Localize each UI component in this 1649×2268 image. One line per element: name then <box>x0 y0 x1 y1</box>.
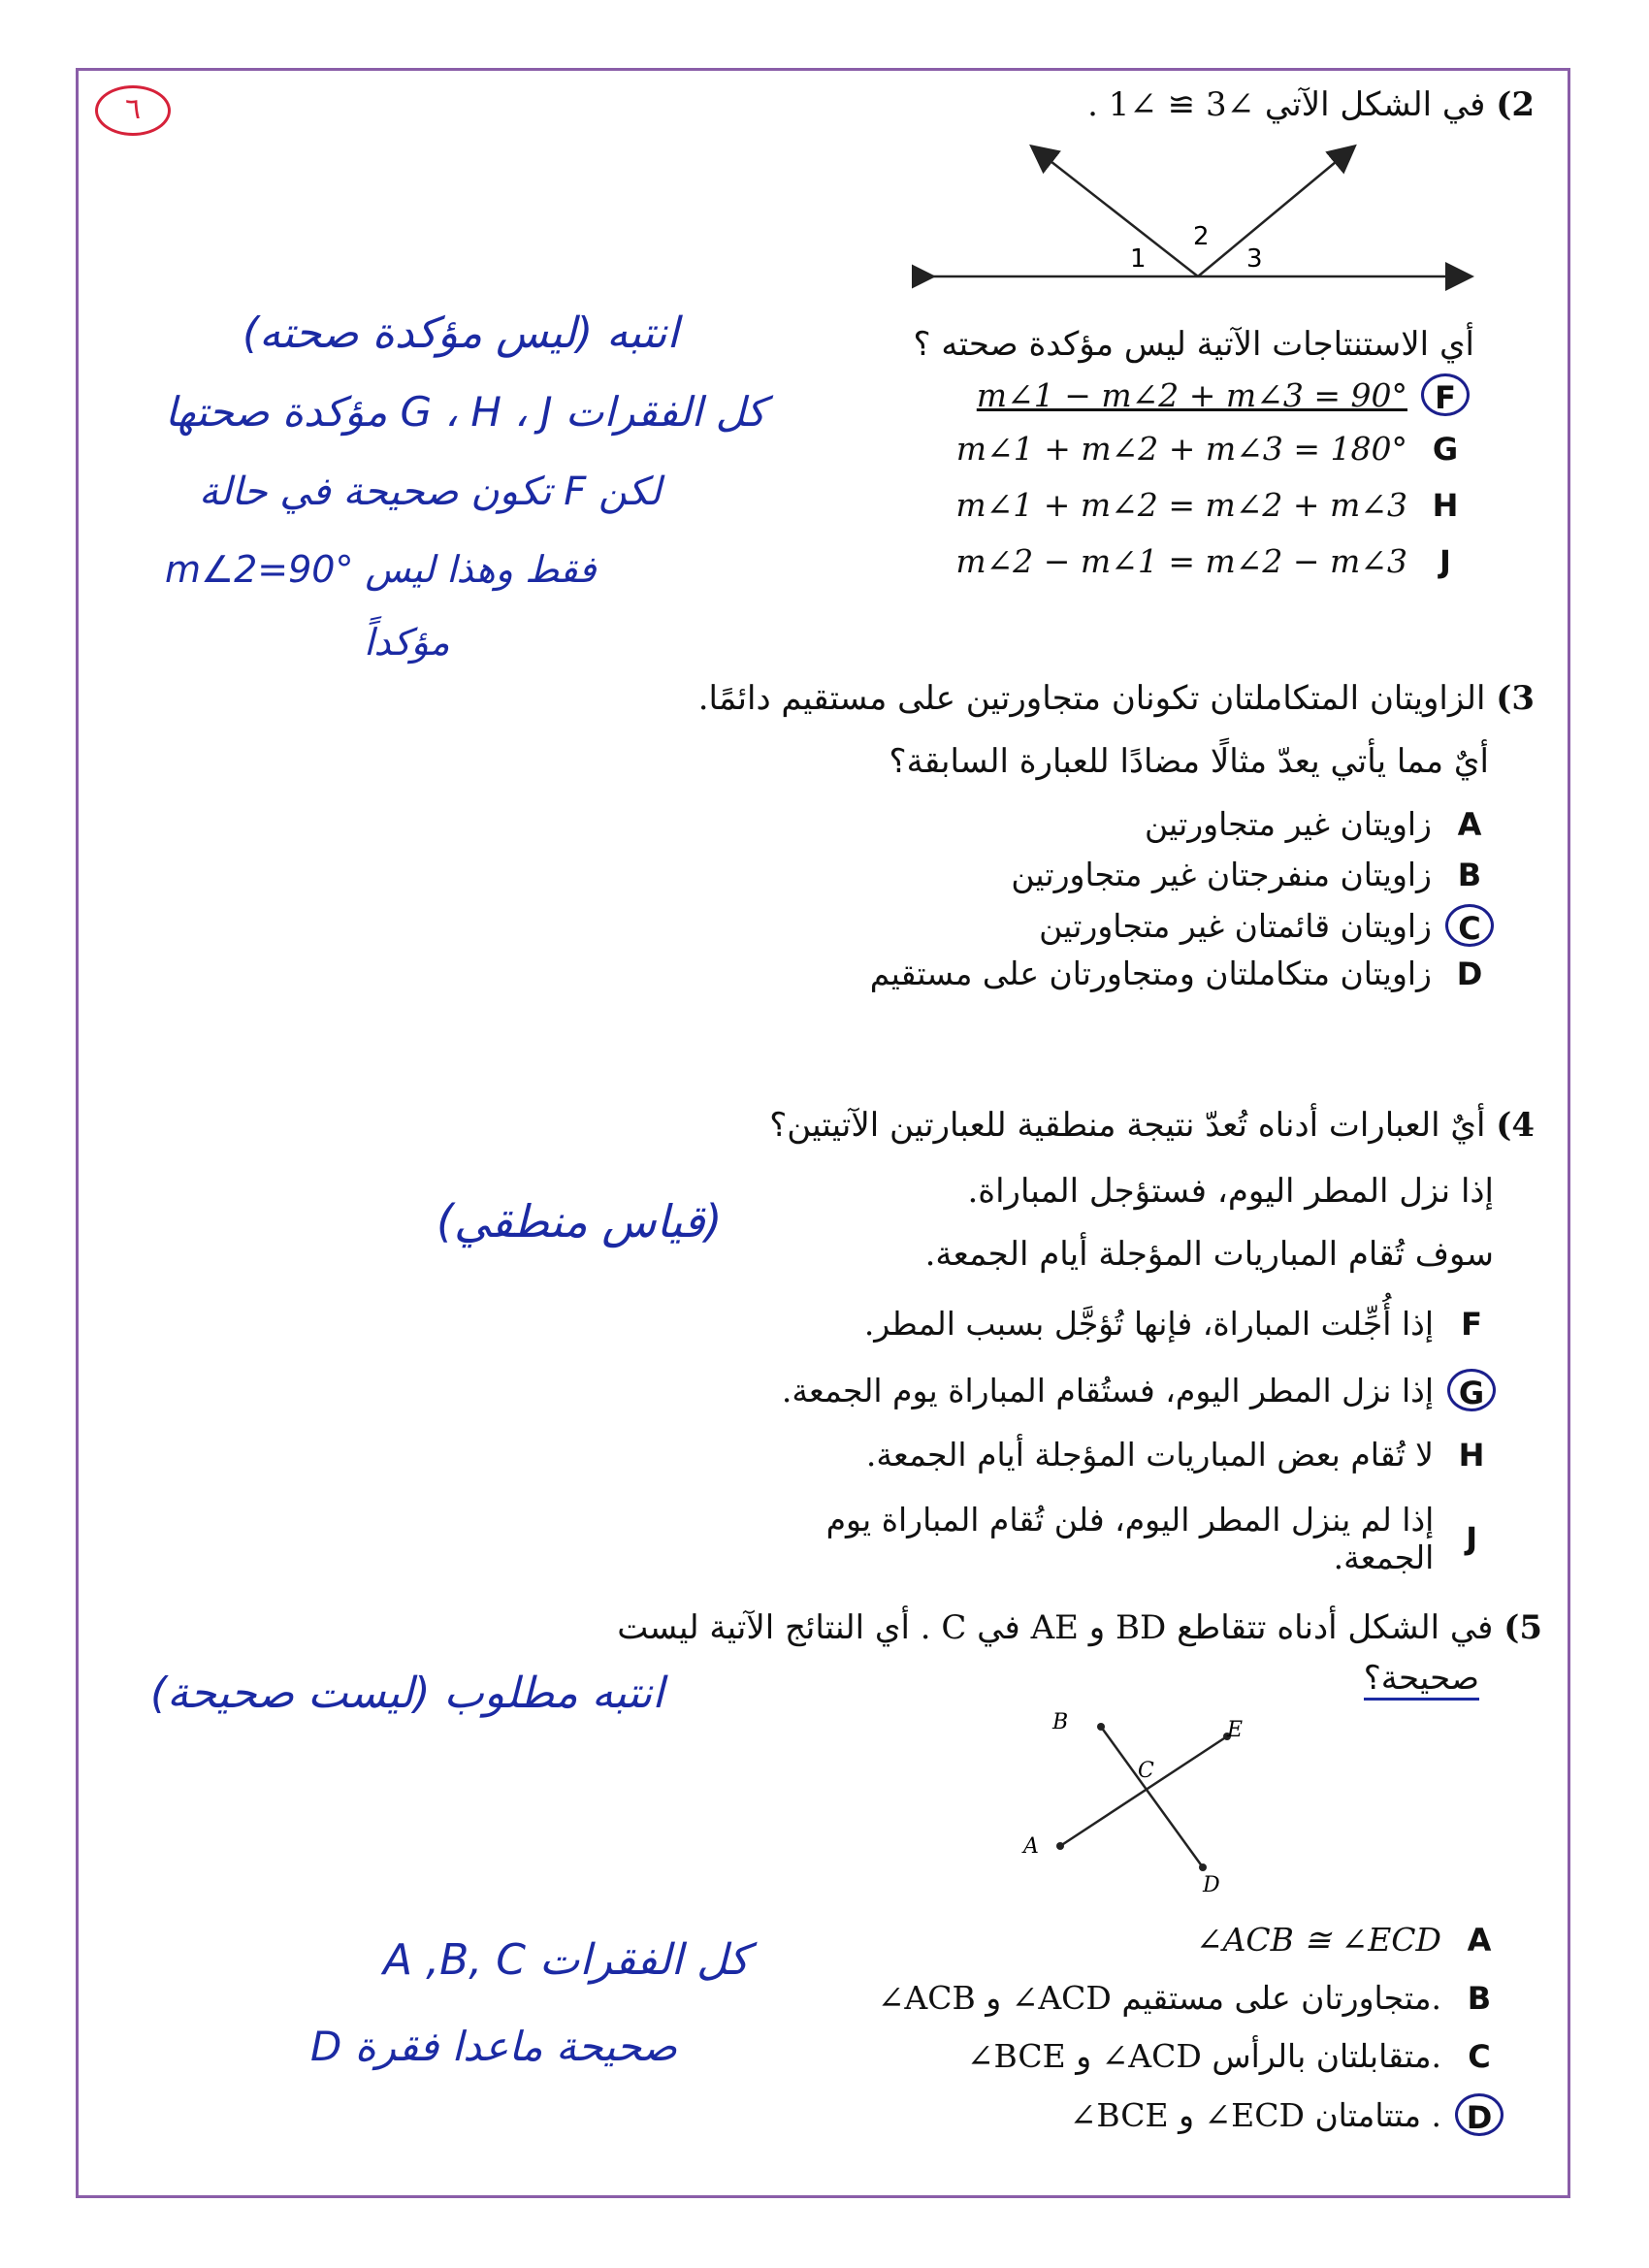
q3-option-letter: B <box>1457 856 1482 893</box>
q3-option-b[interactable] <box>1011 856 1494 893</box>
q2-options <box>839 373 1470 597</box>
q5-label-e: E <box>1227 1718 1244 1742</box>
q4-option-text: إذا لم ينزل المطر اليوم، فلن تُقام المباراة يوم الجمعة. <box>825 1501 1435 1576</box>
q3-option-text: زاويتان غير متجاورتين <box>1144 805 1432 843</box>
q4-option-h[interactable] <box>866 1436 1496 1474</box>
q2-option-f[interactable] <box>977 373 1470 416</box>
q2-option-letter: G <box>1432 430 1459 468</box>
q5-option-text: ∠ACB ≅ ∠ECD <box>1195 1921 1441 1959</box>
q2-stem-text: في الشكل الآتي ∠3 ≅ ∠1 . <box>1087 85 1486 124</box>
q5-figure <box>1009 1707 1261 1892</box>
q3-option-letter: C <box>1445 904 1494 947</box>
q3-option-a[interactable] <box>1145 805 1494 843</box>
q2-stem <box>1087 85 1535 124</box>
q5-option-text: ∠BCE و ∠ECD متتامتان . <box>1069 2095 1441 2134</box>
q4-note: (قياس منطقي) <box>436 1195 723 1247</box>
page-number: ٦ <box>95 85 171 136</box>
q5-option-letter: D <box>1455 2093 1504 2136</box>
q3-number: 3) <box>1496 679 1535 718</box>
q4-premise-2: سوف تُقام المباريات المؤجلة أيام الجمعة. <box>924 1235 1494 1274</box>
q2-note-5: مؤكداً <box>364 621 450 664</box>
q2-note-3: لكن F تكون صحيحة في حالة <box>199 470 662 514</box>
q5-label-c: C <box>1138 1759 1154 1783</box>
q2-ray-left <box>1033 147 1198 276</box>
q5-segment-bd <box>1101 1727 1203 1867</box>
q4-option-letter: H <box>1458 1436 1485 1474</box>
q2-note-2: كل الفقرات G ، H ، J مؤكدة صحتها <box>165 388 766 436</box>
q3-option-letter: A <box>1457 805 1482 843</box>
q5-options <box>728 1921 1504 2144</box>
q5-option-text: ∠BCE و ∠ACD متقابلتان بالرأس. <box>966 2037 1441 2075</box>
q5-note-3: صحيحة ماعدا فقرة D <box>310 2023 678 2070</box>
q4-stem <box>769 1106 1535 1145</box>
q2-option-j[interactable] <box>955 542 1470 580</box>
q5-option-text: ∠ACB و ∠ACD متجاورتان على مستقيم. <box>877 1979 1441 2017</box>
q4-option-f[interactable] <box>864 1305 1496 1343</box>
q2-option-letter: F <box>1421 373 1470 416</box>
q4-option-letter: J <box>1466 1520 1478 1557</box>
q2-label-3: 3 <box>1246 244 1263 274</box>
q5-number: 5) <box>1504 1608 1542 1647</box>
q5-stem-line2: صحيحة؟ <box>1364 1659 1479 1701</box>
q2-option-letter: J <box>1439 542 1451 580</box>
q2-note-4: m∠2=90° فقط وهذا ليس <box>165 548 597 591</box>
q2-label-2: 2 <box>1193 222 1210 251</box>
q5-label-b: B <box>1052 1710 1069 1734</box>
q5-option-b[interactable] <box>878 1979 1504 2017</box>
q3-option-d[interactable] <box>870 955 1494 992</box>
q4-option-text: إذا نزل المطر اليوم، فستُقام المباراة يوم الجمعة. <box>781 1371 1434 1409</box>
q2-label-1: 1 <box>1130 244 1147 274</box>
q2-option-text: m∠1 − m∠2 + m∠3 = 90° <box>976 375 1407 414</box>
q3-stem-text: الزاويتان المتكاملتان تكونان متجاورتين على مستقيم دائمًا. <box>697 679 1486 718</box>
q3-options <box>815 805 1494 1019</box>
q5-stem-text: في الشكل أدناه تتقاطع BD و AE في C . أي النتائج الآتية ليست <box>617 1608 1494 1647</box>
q4-option-g[interactable] <box>782 1369 1496 1411</box>
q3-question: أيٌ مما يأتي يعدّ مثالًا مضادًا للعبارة السابقة؟ <box>889 742 1489 781</box>
q3-option-letter: D <box>1456 955 1483 992</box>
q5-option-a[interactable] <box>1196 1921 1504 1959</box>
q5-option-d[interactable] <box>1070 2093 1504 2136</box>
q4-option-letter: G <box>1447 1369 1496 1411</box>
q4-stem-text: أيٌ العبارات أدناه تُعدّ نتيجة منطقية للعبارتين الآتيتين؟ <box>769 1106 1486 1145</box>
q2-figure <box>912 136 1484 291</box>
q5-option-letter: B <box>1467 1979 1492 2017</box>
q2-option-text: m∠2 − m∠1 = m∠2 − m∠3 <box>955 542 1407 580</box>
q5-stem <box>617 1608 1542 1647</box>
q2-option-letter: H <box>1432 486 1459 524</box>
q5-label-a: A <box>1023 1834 1039 1859</box>
q5-segment-ae <box>1060 1736 1227 1846</box>
q4-option-j[interactable] <box>720 1501 1496 1576</box>
q4-option-text: لا تُقام بعض المباريات المؤجلة أيام الجمعة. <box>865 1436 1434 1474</box>
q5-option-letter: C <box>1468 2037 1491 2075</box>
q2-option-h[interactable] <box>955 486 1470 524</box>
q4-premise-1: إذا نزل المطر اليوم، فستؤجل المباراة. <box>967 1172 1494 1211</box>
q2-option-text: m∠1 + m∠2 = m∠2 + m∠3 <box>955 486 1407 524</box>
q2-question: أي الاستنتاجات الآتية ليس مؤكدة صحته ؟ <box>913 325 1474 364</box>
q2-note-1: انتبه (ليس مؤكدة صحته) <box>242 308 679 358</box>
q5-note-2: كل الفقرات A ,B, C <box>383 1935 750 1985</box>
q3-option-text: زاويتان قائمتان غير متجاورتين <box>1039 906 1432 945</box>
q5-note-1: انتبه مطلوب (ليست صحيحة) <box>150 1669 664 1718</box>
q3-option-text: زاويتان متكاملتان ومتجاورتان على مستقيم <box>869 955 1432 992</box>
q5-option-c[interactable] <box>967 2037 1504 2075</box>
q2-option-text: m∠1 + m∠2 + m∠3 = 180° <box>955 430 1407 468</box>
q2-ray-right <box>1198 147 1353 276</box>
q5-label-d: D <box>1203 1873 1220 1892</box>
q5-option-letter: A <box>1467 1921 1492 1959</box>
q3-option-text: زاويتان منفرجتان غير متجاورتين <box>1011 856 1432 893</box>
q4-number: 4) <box>1496 1106 1535 1145</box>
q2-option-g[interactable] <box>956 430 1470 468</box>
q2-number: 2) <box>1496 85 1535 124</box>
q4-options <box>720 1305 1496 1576</box>
q4-option-text: إذا أُجِّلت المباراة، فإنها تُؤجَّل بسبب المطر. <box>863 1305 1434 1343</box>
q3-option-c[interactable] <box>1039 904 1494 947</box>
q4-option-letter: F <box>1461 1305 1482 1343</box>
q3-stem <box>698 679 1535 718</box>
